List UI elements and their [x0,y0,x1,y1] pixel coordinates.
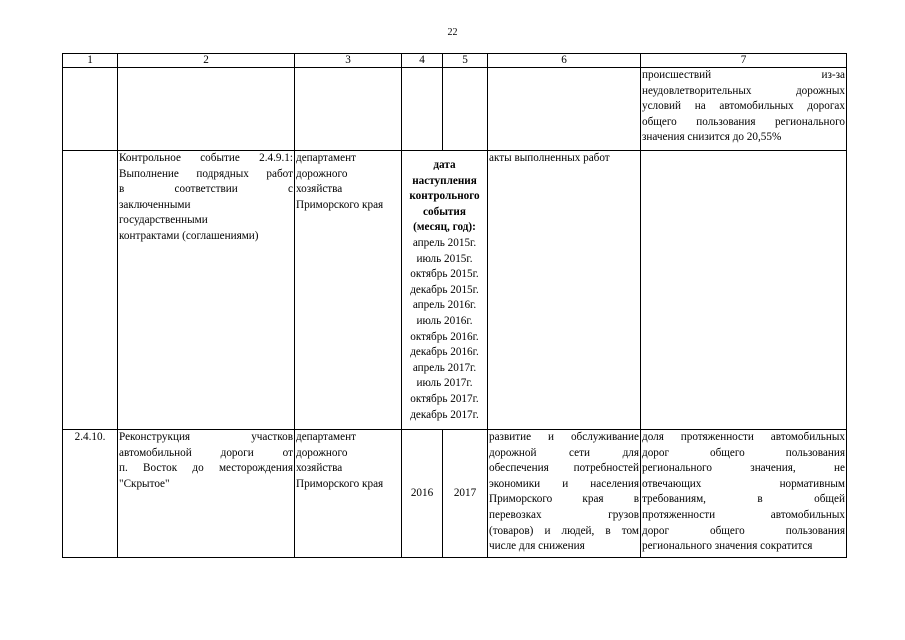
expected-result: развитие и обслуживание дорожной сети для обеспечения потребностей экономики и населения Приморского края в перевозках грузов (товаров) и людей, в том числе для снижения [488,430,641,558]
event-dates: дата наступления контрольного события (месяц, год): апрель 2015г. июль 2015г. октябрь 2015г. декабрь 2015г. апрель 2016г. июль 2016г. октябрь 2016г. декабрь 2016г. апрель 2017г. июль 2017г. октябрь 2017г. декабрь 2017г. [402,151,488,430]
header-cell: 4 [402,54,443,68]
responsible-department: департамент дорожного хозяйства Приморского края [295,430,402,558]
responsible-department: департамент дорожного хозяйства Приморского края [295,151,402,430]
item-description: Реконструкция участков автомобильной дороги от п. Восток до месторождения "Скрытое" [118,430,295,558]
table-row-control-event [63,151,847,430]
page-number: 22 [447,27,458,38]
event-description: Контрольное событие 2.4.9.1: Выполнение подрядных работ в соответствии с заключенными государственными контрактами (соглашениями) [118,151,295,430]
plan-table [62,53,847,558]
end-year: 2017 [443,430,488,558]
header-cell: 6 [488,54,641,68]
item-number: 2.4.10. [63,430,118,558]
indicator-text: доля протяженности автомобильных дорог общего пользования регионального значения, не отвечающих нормативным требованиям, в общей протяженности автомобильных дорог общего пользования регионального значения сократится [641,430,847,558]
header-cell: 2 [118,54,295,68]
event-result: акты выполненных работ [488,151,641,430]
header-cell: 5 [443,54,488,68]
header-row [63,54,847,68]
table-row-continuation [63,68,847,151]
indicator-text: происшествий из-за неудовлетворительных дорожных условий на автомобильных дорогах общего пользования регионального значения снизится до 20,55% [641,68,847,151]
header-cell: 7 [641,54,847,68]
header-cell: 3 [295,54,402,68]
table-row-2-4-10 [63,430,847,558]
header-cell: 1 [63,54,118,68]
start-year: 2016 [402,430,443,558]
